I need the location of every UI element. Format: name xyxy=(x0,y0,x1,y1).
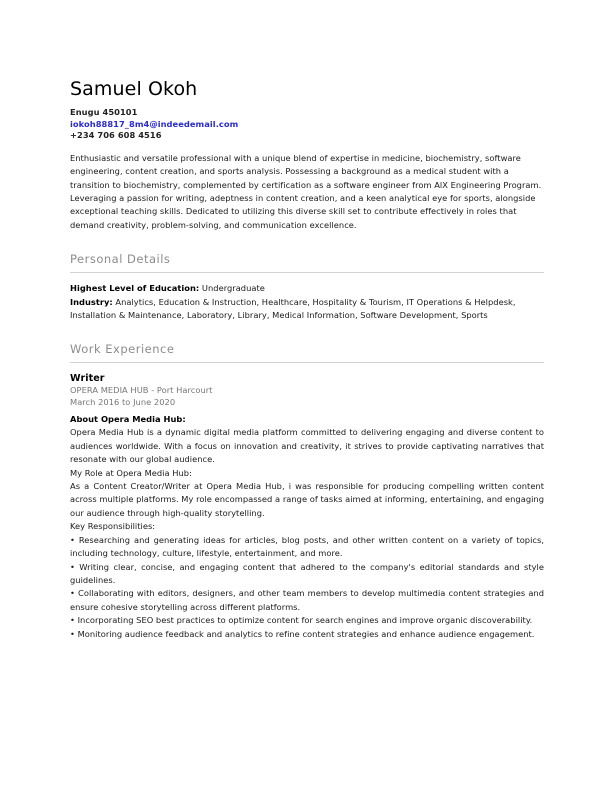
candidate-phone: +234 706 608 4516 xyxy=(70,130,162,141)
candidate-location: Enugu 450101 xyxy=(70,107,138,117)
job-description xyxy=(70,413,544,641)
section-work-experience xyxy=(70,342,544,641)
list-item: • Researching and generating ideas for articles, blog posts, and other written content on a variety of topics, including technology, culture, lifestyle, entertainment, and more. xyxy=(70,534,544,559)
section-personal-details xyxy=(70,252,544,322)
job-title: Writer xyxy=(70,373,105,385)
job-entry xyxy=(70,372,544,641)
responsibilities-list xyxy=(70,534,544,641)
personal-details-body xyxy=(70,273,544,322)
detail-row-education xyxy=(70,282,544,295)
section-title-personal-details: Personal Details xyxy=(70,252,171,267)
about-text: Opera Media Hub is a dynamic digital media platform committed to delivering engaging and diverse content to audiences worldwide. With a focus on innovation and creativity, it strives to provide captivating narratives that resonate with our global audience. xyxy=(70,427,544,465)
job-dates: March 2016 to June 2020 xyxy=(70,397,176,408)
education-label: Highest Level of Education: xyxy=(70,283,200,294)
industry-value: Analytics, Education & Instruction, Healthcare, Hospitality & Tourism, IT Operations & Helpdesk, Installation & Maintenance, Laboratory, Library, Medical Information, Software Development, Sports xyxy=(70,296,516,321)
education-value: Undergraduate xyxy=(199,283,265,294)
resume-header xyxy=(70,78,544,142)
detail-row-industry xyxy=(70,296,544,323)
section-title-work-experience: Work Experience xyxy=(70,342,175,357)
job-company: OPERA MEDIA HUB - Port Harcourt xyxy=(70,385,213,396)
professional-summary: Enthusiastic and versatile professional with a unique blend of expertise in medicine, biochemistry, software engineering, content creation, and sports analysis. Possessing a background as a medical student with a transition to biochemistry, complemented by certification as a software engineer from AlX Engineering Program. Leveraging a passion for writing, adeptness in content creation, and a keen analytical eye for sports, alongside exceptional teaching skills. Dedicated to utilizing this diverse skill set to contribute effectively in roles that demand creativity, problem-solving, and communication excellence. xyxy=(70,152,542,230)
list-item: • Writing clear, concise, and engaging content that adhered to the company's editorial standards and style guidelines. xyxy=(70,561,544,585)
role-heading: My Role at Opera Media Hub: xyxy=(70,467,192,478)
candidate-name: Samuel Okoh xyxy=(70,78,198,100)
role-text: As a Content Creator/Writer at Opera Media Hub, i was responsible for producing compelling written content across multiple platforms. My role encompassed a range of tasks aimed at informing, entertaining, and engaging our audience through high-quality storytelling. xyxy=(70,481,544,518)
industry-label: Industry: xyxy=(70,296,113,307)
list-item: • Collaborating with editors, designers, and other team members to develop multimedia content strategies and ensure cohesive storytelling across different platforms. xyxy=(70,588,544,612)
responsibilities-heading: Key Responsibilities: xyxy=(70,521,156,532)
resume-content xyxy=(70,78,544,641)
candidate-email-link[interactable]: iokoh88817_8m4@indeedemail.com xyxy=(70,118,239,129)
list-item: • Incorporating SEO best practices to optimize content for search engines and improve organic discoverability. xyxy=(70,615,533,626)
list-item: • Monitoring audience feedback and analytics to refine content strategies and enhance audience engagement. xyxy=(70,628,535,639)
about-heading: About Opera Media Hub: xyxy=(70,414,186,425)
work-experience-body xyxy=(70,363,544,641)
